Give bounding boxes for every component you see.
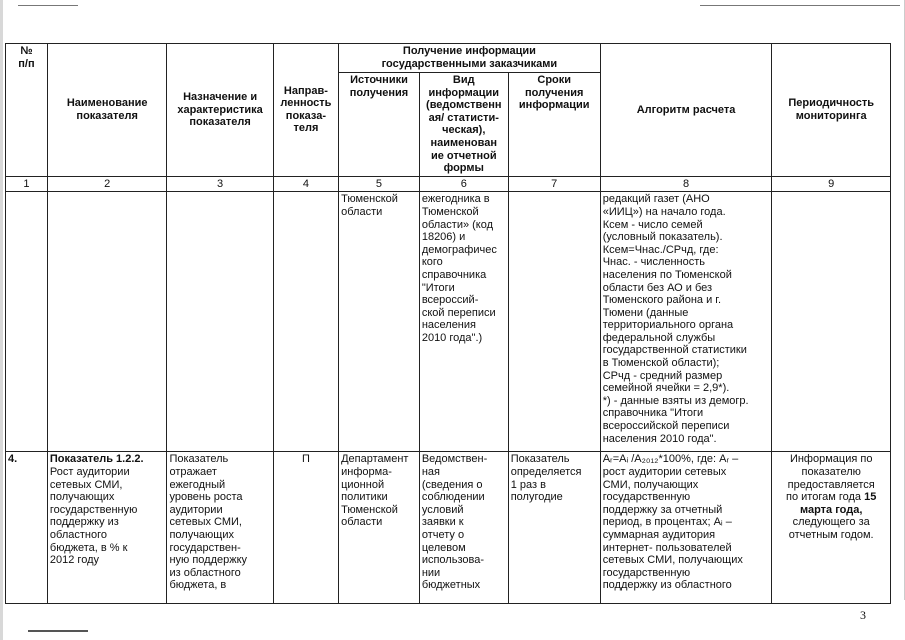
cell-direction: [273, 192, 338, 452]
periodicity-text: Информация по показателю предоставляется по итогам года: [786, 453, 875, 504]
cell-direction: П: [273, 452, 338, 604]
cell-periodicity: [772, 192, 891, 452]
column-number: 8: [600, 176, 772, 192]
column-number: 9: [772, 176, 891, 192]
header-kind: Вид информации (ведомственн ая/ статисти- ческая), наименован ие отчетной формы: [419, 73, 508, 177]
cell-num: [6, 192, 48, 452]
column-number-row: [6, 176, 891, 192]
periodicity-tail: следующего за отчетным годом.: [788, 516, 874, 541]
cell-name: [47, 452, 167, 604]
top-rule-right: [700, 5, 900, 6]
header-periodicity: Периодичность мониторинга: [772, 44, 891, 177]
header-group: Получение информации государственными заказчиками: [339, 44, 601, 73]
cell-source: Департамент информа- ционной политики Тюменской области: [339, 452, 420, 604]
cell-algorithm: Aᵣ=Aᵢ /A₂₀₁₂*100%, где: Aᵣ – рост аудитории сетевых СМИ, получающих государственную поддержку за отчетный период, в процентах; Aᵢ – суммарная аудитория интернет- пользователей сетевых СМИ, получающих государственную поддержку из областного: [600, 452, 772, 604]
scan-edge: [0, 0, 3, 640]
cell-kind: ежегодника в Тюменской области» (код 18206) и демографичес кого справочника "Итоги всероссий- ской переписи населения 2010 года".): [419, 192, 508, 452]
indicator-code: Показатель 1.2.2.: [49, 453, 144, 466]
cell-kind: Ведомствен- ная (сведения о соблюдении условий заявки к отчету о целевом использова- нии бюджетных: [419, 452, 508, 604]
cell-purpose: Показатель отражает ежегодный уровень роста аудитории сетевых СМИ, получающих государствен- ную поддержку из областного бюджета, в: [167, 452, 273, 604]
header-terms: Сроки получения информации: [508, 73, 600, 177]
cell-terms: Показатель определяется 1 раз в полугодие: [508, 452, 600, 604]
cell-name: [47, 192, 167, 452]
column-number: 6: [419, 176, 508, 192]
cell-source: Тюменской области: [339, 192, 420, 452]
table-row-continued: [6, 192, 891, 452]
header-purpose: Назначение и характеристика показателя: [167, 44, 273, 177]
header-sources: Источники получения: [339, 73, 420, 177]
cell-num: 4.: [6, 452, 48, 604]
header-name: Наименование показателя: [47, 44, 167, 177]
column-number: 2: [47, 176, 167, 192]
cell-periodicity: [772, 452, 891, 604]
header-algorithm: Алгоритм расчета: [600, 44, 772, 177]
column-number: 5: [339, 176, 420, 192]
cell-algorithm: редакций газет (АНО «ИИЦ») на начало года. Ксем - число семей (условный показатель). Ксем=Чнас./СРчд, где: Чнас. - численность населения по Тюменской области без АО и без Тюменского района и г. Тюмени (данные территориального органа федеральной службы государственной статистики в Тюменской области); СРчд - средний размер семейной ячейки = 2,9*). *) - данные взяты из демогр. справочника "Итоги всероссийской переписи населения 2010 года".: [600, 192, 772, 452]
column-number: 1: [6, 176, 48, 192]
indicator-name: Рост аудитории сетевых СМИ, получающих государственную поддержку из областного бюджета, в % к 2012 году: [49, 465, 138, 567]
periodicity-deadline: 15 марта года,: [799, 491, 877, 516]
column-number: 7: [508, 176, 600, 192]
indicator-table: [5, 43, 891, 604]
cell-purpose: [167, 192, 273, 452]
column-number: 4: [273, 176, 338, 192]
cell-terms: [508, 192, 600, 452]
header-row-1: [6, 44, 891, 73]
bottom-rule: [28, 630, 88, 632]
column-number: 3: [167, 176, 273, 192]
top-rule-left: [18, 5, 78, 6]
table-row-4: [6, 452, 891, 604]
header-direction: Направ- ленность показа- теля: [273, 44, 338, 177]
header-num: № п/п: [6, 44, 48, 177]
page-number: 3: [860, 608, 866, 622]
